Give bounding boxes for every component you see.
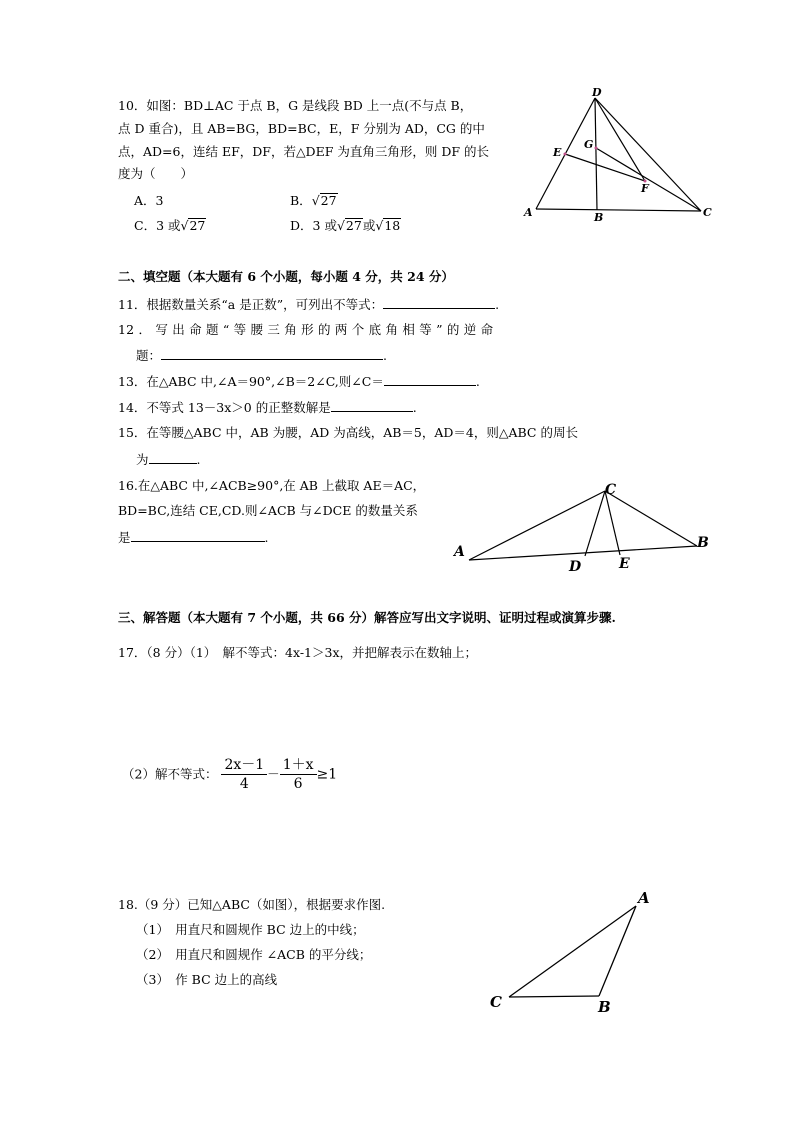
q16-figure [450, 478, 720, 578]
q16-line2: BD=BC,连结 CE,CD.则∠ACB 与∠DCE 的数量关系 [118, 503, 418, 518]
label-c: C [605, 482, 617, 498]
q11: 11．根据数量关系“a 是正数”，可列出不等式： . [118, 297, 500, 312]
label-c: C [703, 206, 712, 219]
label-g: G [584, 138, 594, 151]
q15-answer-blank[interactable] [149, 451, 197, 464]
q18-item1: （1） 用直尺和圆规作 BC 边上的中线； [136, 922, 365, 937]
label-a: A [454, 544, 465, 560]
q13: 13．在△ABC 中,∠A＝90°,∠B＝2∠C,则∠C＝ . [118, 374, 480, 389]
q18-title: 18.（9 分）已知△ABC（如图），根据要求作图. [118, 897, 386, 912]
q16-line3: 是 . [118, 530, 269, 545]
label-e: E [619, 556, 630, 572]
label-c: C [490, 993, 502, 1011]
q17-part2: （2）解不等式： $\frac{2x-1}{4}$ － $\frac{1+x}{6}$ ≥1 [122, 757, 338, 792]
q10-option-a: A．3 [134, 193, 164, 208]
q13-answer-blank[interactable] [384, 373, 476, 386]
label-d: D [569, 559, 582, 575]
fraction-2: $\frac{1+x}{6}$ [280, 758, 317, 791]
q15-line2: 为 . [136, 452, 201, 467]
q12-line1: 12 ． 写 出 命 题 “ 等 腰 三 角 形 的 两 个 底 角 相 等 ” 的 逆 命 [118, 322, 494, 337]
q11-answer-blank[interactable] [383, 296, 495, 309]
section-3-title: 三、解答题（本大题有 7 个小题，共 66 分）解答应写出文字说明、证明过程或演算步骤. [118, 610, 616, 625]
q18-item2: （2） 用直尺和圆规作 ∠ACB 的平分线； [136, 947, 372, 962]
q12-line2: 题： . [136, 348, 387, 363]
q17-part1: 17．（8 分）（1） 解不等式：4x-1＞3x，并把解表示在数轴上； [118, 645, 477, 660]
radicand: 18 [384, 218, 401, 233]
fraction-1: $\frac{2x-1}{4}$ [221, 758, 267, 791]
q10-option-c: C．3 或√27 [134, 218, 206, 233]
q10-option-d: D．3 或√27或√18 [290, 218, 401, 233]
label-e: E [553, 146, 562, 159]
q10-line4: 度为（ ） [118, 166, 194, 181]
radicand: 27 [345, 218, 362, 233]
q16-line1: 16.在△ABC 中,∠ACB≥90°,在 AB 上截取 AE＝AC， [118, 478, 426, 493]
radicand: 27 [320, 193, 337, 208]
label-a: A [638, 889, 650, 907]
q10-figure [515, 85, 725, 225]
radicand: 27 [189, 218, 206, 233]
q10-line2: 点 D 重合)，且 AB=BG，BD=BC，E，F 分别为 AD，CG 的中 [118, 121, 485, 136]
label-b: B [598, 998, 611, 1016]
q14: 14．不等式 13－3x＞0 的正整数解是 . [118, 400, 417, 415]
q14-answer-blank[interactable] [331, 399, 413, 412]
label-d: D [592, 86, 602, 99]
label-a: A [524, 206, 533, 219]
q10-line1: 10．如图：BD⊥AC 于点 B，G 是线段 BD 上一点(不与点 B， [118, 98, 473, 113]
q16-answer-blank[interactable] [131, 529, 265, 542]
section-2-title: 二、填空题（本大题有 6 个小题，每小题 4 分，共 24 分） [118, 269, 454, 284]
q12-answer-blank[interactable] [161, 347, 383, 360]
q15-line1: 15．在等腰△ABC 中，AB 为腰，AD 为高线，AB＝5，AD＝4，则△ABC 的周长 [118, 425, 578, 440]
q18-figure [485, 885, 665, 1020]
q18-item3: （3） 作 BC 边上的高线 [136, 972, 278, 987]
label-b: B [697, 535, 709, 551]
q10-option-b: B．√27 [290, 193, 337, 208]
q10-line3: 点，AD=6，连结 EF，DF，若△DEF 为直角三角形，则 DF 的长 [118, 144, 489, 159]
label-b: B [594, 211, 604, 224]
label-f: F [641, 182, 649, 195]
